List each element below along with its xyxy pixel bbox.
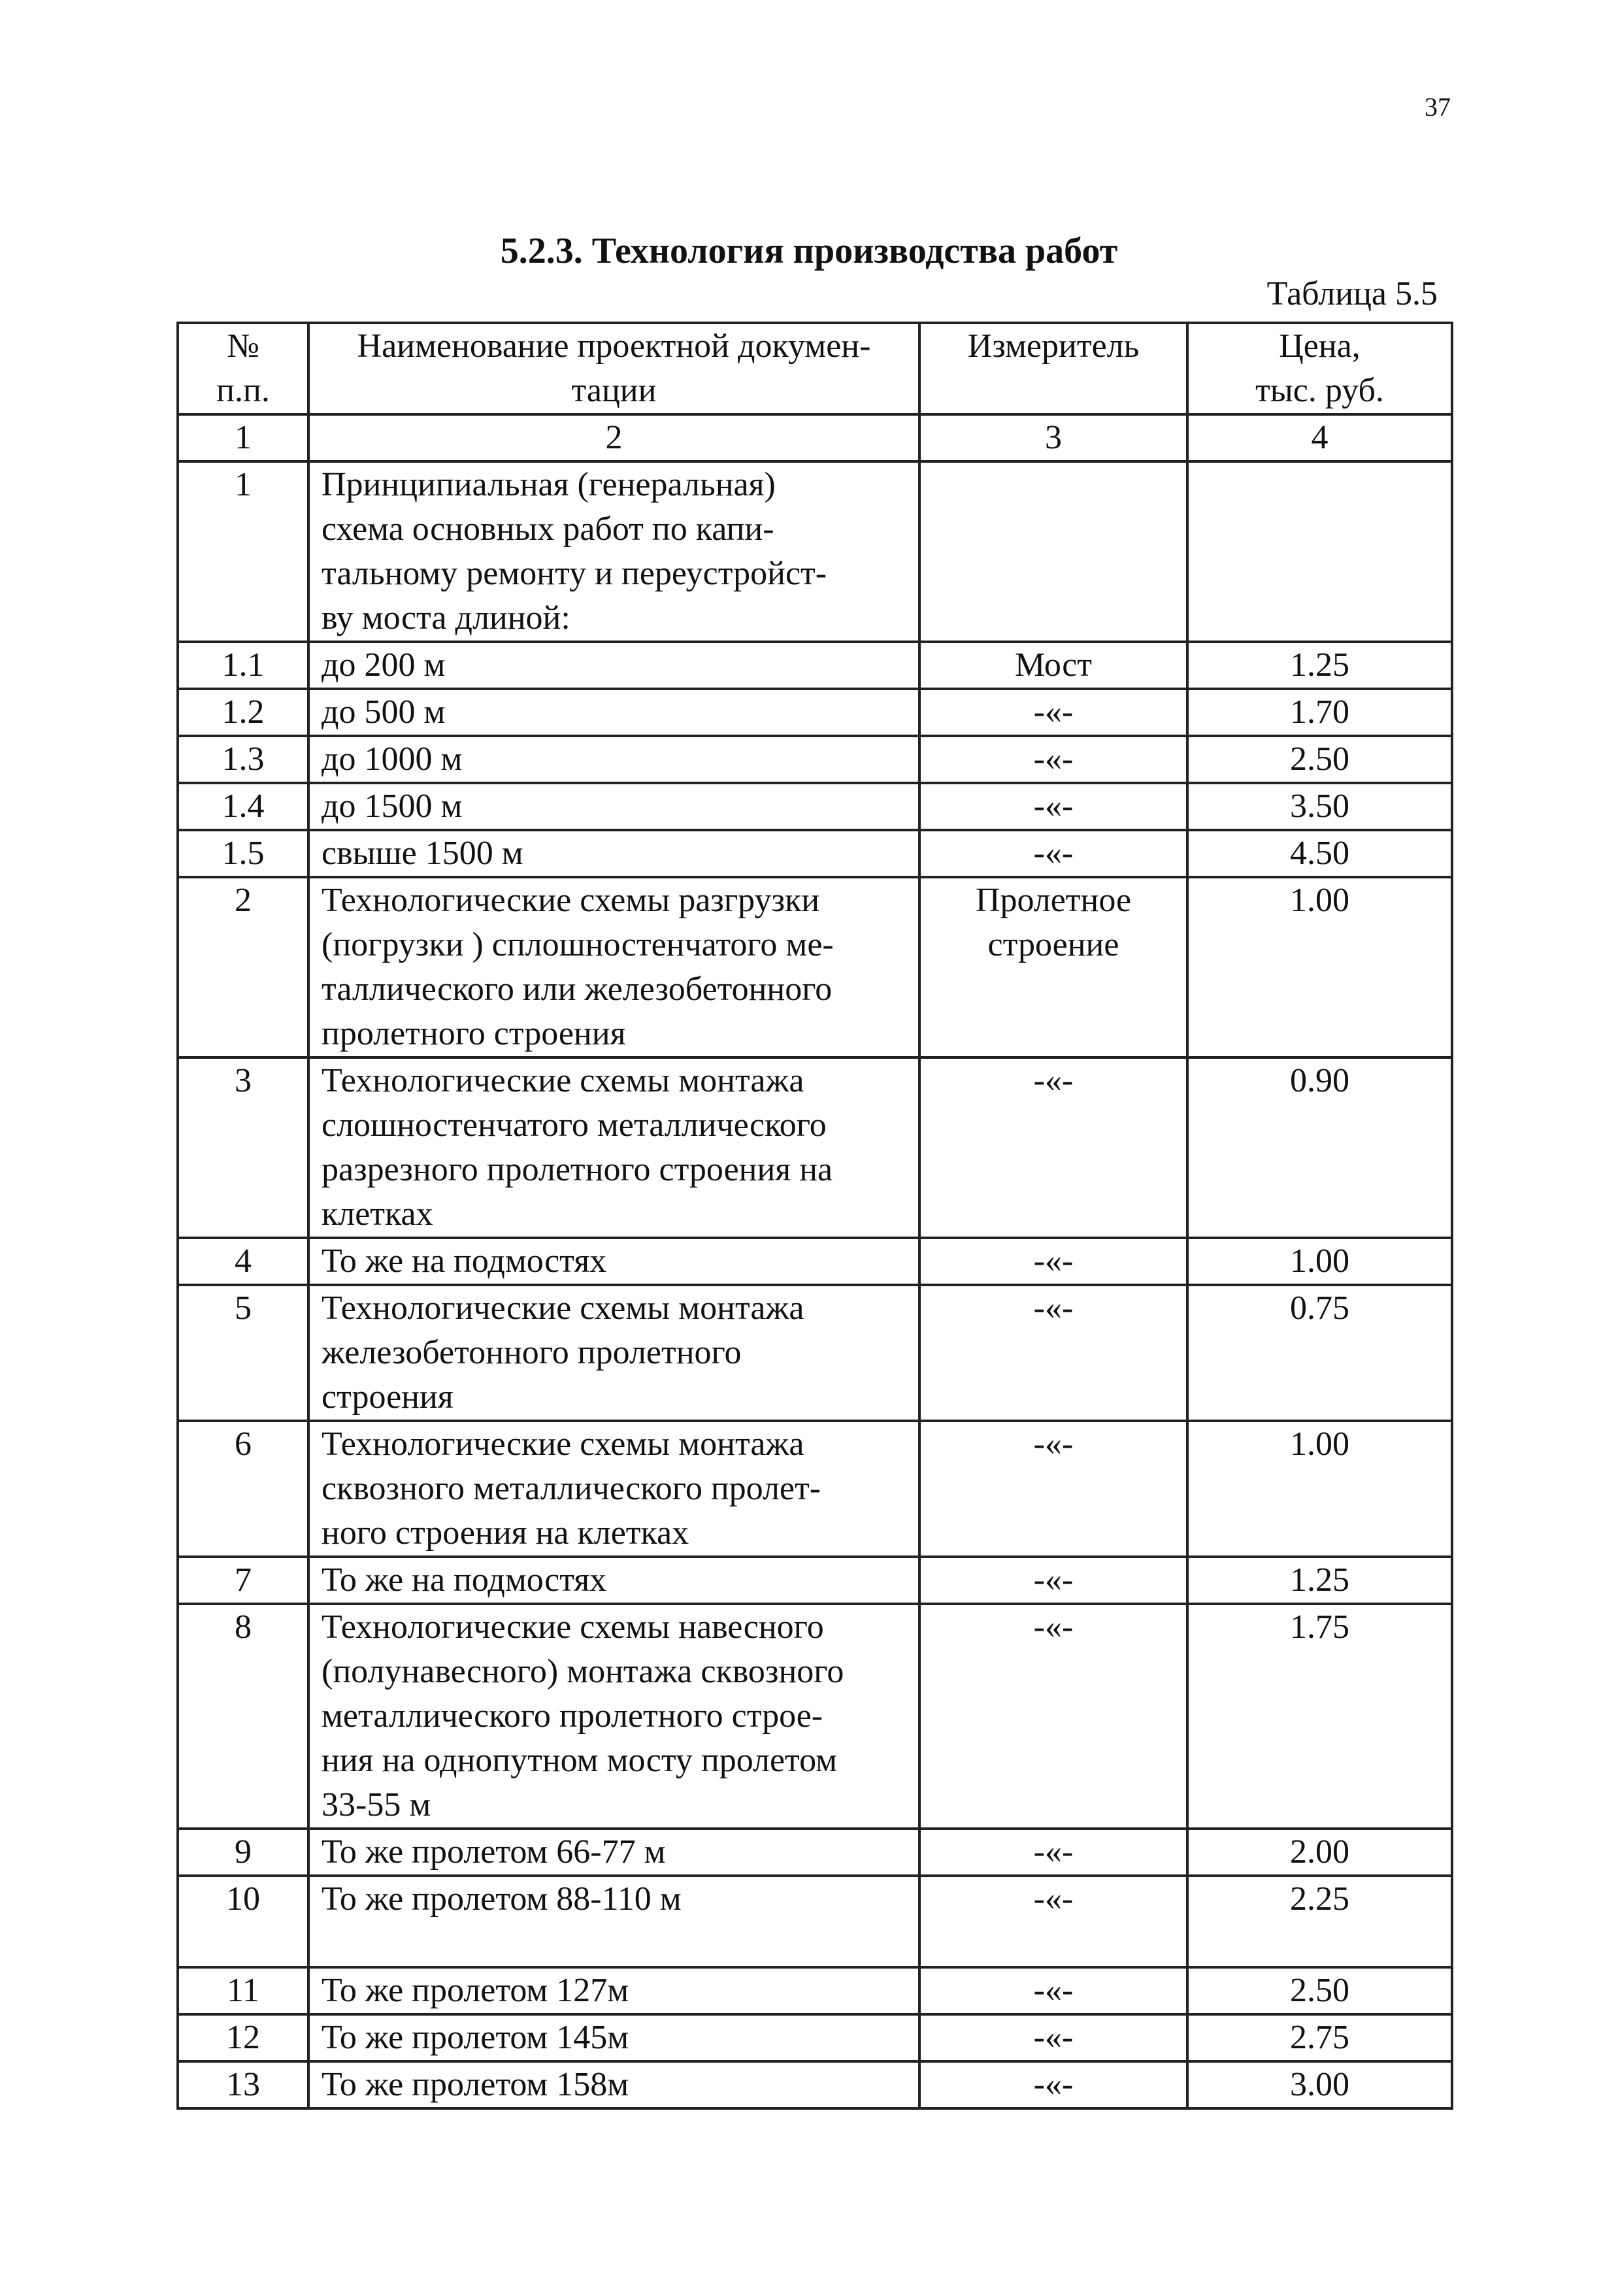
row-name-line: 33-55 м [322, 1786, 431, 1823]
row-name-line: до 500 м [322, 693, 446, 731]
table-row [178, 1238, 1452, 1285]
row-name-line: слошностенчатого металлического [322, 1106, 827, 1144]
row-num: 1.5 [222, 835, 265, 872]
row-name-line: Принципиальная (генеральная) [322, 466, 776, 503]
row-name-cell [308, 1829, 919, 1876]
row-unit-cell [919, 736, 1187, 783]
row-name-cell [308, 689, 919, 736]
row-num-cell [178, 1238, 308, 1285]
table-row [178, 877, 1452, 1057]
row-name-line: Технологические схемы разгрузки [322, 882, 820, 919]
row-name-line: (погрузки ) сплошностенчатого ме- [322, 926, 834, 963]
row-name-line: То же пролетом 88-110 м [322, 1880, 682, 1918]
row-name-line: (полунавесного) монтажа сквозного [322, 1653, 844, 1690]
row-num-cell [178, 642, 308, 689]
row-num-cell [178, 461, 308, 642]
row-num: 1.1 [222, 646, 265, 684]
row-num: 3 [235, 1062, 252, 1099]
row-name-line: сквозного металлического пролет- [322, 1470, 821, 1507]
row-price-cell [1187, 1557, 1452, 1604]
row-unit-cell [919, 1829, 1187, 1876]
row-name-line: железобетонного пролетного [322, 1334, 742, 1371]
row-name-cell [308, 736, 919, 783]
table-row [178, 1876, 1452, 1967]
row-num-cell [178, 1557, 308, 1604]
price-table [176, 322, 1453, 2110]
row-num-cell [178, 2061, 308, 2108]
row-name-line: разрезного пролетного строения на [322, 1151, 833, 1188]
row-unit-line: -«- [1033, 693, 1074, 731]
header-price-line: тыс. руб. [1255, 372, 1384, 409]
row-name-cell [308, 1421, 919, 1557]
row-spacer [322, 1922, 906, 1966]
row-name-cell [308, 1285, 919, 1421]
row-unit-cell [919, 1557, 1187, 1604]
row-name-cell [308, 1057, 919, 1238]
row-price-cell [1187, 461, 1452, 642]
row-num-cell [178, 689, 308, 736]
row-price: 2.50 [1290, 740, 1349, 778]
row-num-cell [178, 1876, 308, 1967]
row-name-cell [308, 830, 919, 877]
table-row [178, 1829, 1452, 1876]
row-num: 8 [235, 1608, 252, 1646]
row-name-line: То же пролетом 66-77 м [322, 1833, 666, 1871]
row-unit-line: -«- [1033, 835, 1074, 872]
row-name-line: Технологические схемы навесного [322, 1608, 824, 1646]
row-price: 2.25 [1290, 1880, 1349, 1918]
row-unit-line: строение [987, 926, 1119, 963]
row-num-cell [178, 736, 308, 783]
row-num-cell [178, 2014, 308, 2061]
row-name-cell [308, 461, 919, 642]
row-num: 7 [235, 1561, 252, 1599]
row-num: 12 [226, 2019, 260, 2056]
row-name-line: до 1000 м [322, 740, 463, 778]
header-price [1187, 323, 1452, 414]
row-name-cell [308, 1876, 919, 1967]
row-unit-cell [919, 877, 1187, 1057]
table-row [178, 2061, 1452, 2108]
table-row [178, 689, 1452, 736]
column-index-row [178, 414, 1452, 461]
row-num: 1 [235, 466, 252, 503]
table-row [178, 783, 1452, 830]
row-name-line: ния на однопутном мосту пролетом [322, 1742, 838, 1779]
row-name-line: пролетного строения [322, 1015, 626, 1052]
row-num: 2 [235, 882, 252, 919]
header-num [178, 323, 308, 414]
header-name-line: тации [571, 372, 657, 409]
row-num-cell [178, 1829, 308, 1876]
row-unit-cell [919, 1876, 1187, 1967]
row-num-cell [178, 1285, 308, 1421]
row-price-cell [1187, 1876, 1452, 1967]
row-name-cell [308, 877, 919, 1057]
row-unit-line: -«- [1033, 1608, 1074, 1646]
row-name-line: до 1500 м [322, 788, 463, 825]
row-price: 0.90 [1290, 1062, 1349, 1099]
row-price: 4.50 [1290, 835, 1349, 872]
row-price-cell [1187, 1829, 1452, 1876]
row-name-line: клетках [322, 1195, 433, 1233]
row-unit-line: -«- [1033, 1972, 1074, 2009]
row-unit-cell [919, 783, 1187, 830]
row-unit-line: -«- [1033, 1833, 1074, 1871]
row-price-cell [1187, 2014, 1452, 2061]
page-number: 37 [1425, 92, 1451, 122]
row-price: 2.00 [1290, 1833, 1349, 1871]
row-unit-line: -«- [1033, 2066, 1074, 2103]
row-num-cell [178, 1967, 308, 2014]
row-name-cell [308, 1604, 919, 1829]
row-num: 1.2 [222, 693, 265, 731]
row-name-line: таллического или железобетонного [322, 971, 833, 1008]
row-price: 1.70 [1290, 693, 1349, 731]
column-index-cell: 2 [308, 414, 919, 461]
row-num: 13 [226, 2066, 260, 2103]
row-unit-line: -«- [1033, 2019, 1074, 2056]
table-row [178, 1421, 1452, 1557]
row-price-cell [1187, 877, 1452, 1057]
row-unit-cell [919, 2061, 1187, 2108]
row-name-line: То же пролетом 145м [322, 2019, 629, 2056]
row-unit-line: Пролетное [975, 882, 1132, 919]
table-row [178, 736, 1452, 783]
row-price-cell [1187, 1967, 1452, 2014]
row-price: 1.75 [1290, 1608, 1349, 1646]
row-price-cell [1187, 830, 1452, 877]
row-price-cell [1187, 783, 1452, 830]
row-num: 5 [235, 1289, 252, 1327]
row-price: 1.00 [1290, 882, 1349, 919]
table-row [178, 1557, 1452, 1604]
row-price: 0.75 [1290, 1289, 1349, 1327]
row-price: 1.25 [1290, 646, 1349, 684]
row-price: 2.75 [1290, 2019, 1349, 2056]
table-header-row [178, 323, 1452, 414]
row-unit-cell [919, 689, 1187, 736]
table-row [178, 2014, 1452, 2061]
header-name [308, 323, 919, 414]
row-name-line: ву моста длиной: [322, 599, 570, 637]
row-unit-cell [919, 461, 1187, 642]
row-num-cell [178, 783, 308, 830]
table-row [178, 1967, 1452, 2014]
row-name-line: ного строения на клетках [322, 1514, 689, 1552]
row-unit-cell [919, 1967, 1187, 2014]
row-unit-line: -«- [1033, 1425, 1074, 1463]
row-unit-line: -«- [1033, 1062, 1074, 1099]
row-unit-line: -«- [1033, 1289, 1074, 1327]
row-num: 6 [235, 1425, 252, 1463]
header-unit [919, 323, 1187, 414]
row-name-line: металлического пролетного строе- [322, 1697, 823, 1735]
row-unit-cell [919, 830, 1187, 877]
header-num-line: № [227, 327, 259, 365]
row-price-cell [1187, 1238, 1452, 1285]
row-unit-line: -«- [1033, 1561, 1074, 1599]
column-index-cell: 1 [178, 414, 308, 461]
row-num: 10 [226, 1880, 260, 1918]
row-unit-line: -«- [1033, 740, 1074, 778]
header-num-line: п.п. [216, 372, 270, 409]
table-row [178, 642, 1452, 689]
row-price-cell [1187, 689, 1452, 736]
row-name-cell [308, 2061, 919, 2108]
row-name-line: Технологические схемы монтажа [322, 1062, 804, 1099]
row-unit-cell [919, 2014, 1187, 2061]
table-row [178, 830, 1452, 877]
row-name-cell [308, 2014, 919, 2061]
table-label: Таблица 5.5 [1266, 275, 1438, 312]
row-unit-line: -«- [1033, 788, 1074, 825]
table-row [178, 1604, 1452, 1829]
row-name-line: То же на подмостях [322, 1561, 607, 1599]
row-unit-line: -«- [1033, 1242, 1074, 1280]
row-name-cell [308, 1557, 919, 1604]
row-unit-cell [919, 1604, 1187, 1829]
row-name-line: до 200 м [322, 646, 446, 684]
row-unit-cell [919, 1421, 1187, 1557]
row-price-cell [1187, 736, 1452, 783]
row-price-cell [1187, 2061, 1452, 2108]
header-price-line: Цена, [1279, 327, 1361, 365]
row-num: 1.3 [222, 740, 265, 778]
row-num: 9 [235, 1833, 252, 1871]
row-price-cell [1187, 1421, 1452, 1557]
row-num-cell [178, 877, 308, 1057]
row-price: 2.50 [1290, 1972, 1349, 2009]
row-unit-line: -«- [1033, 1880, 1074, 1918]
row-name-line: Технологические схемы монтажа [322, 1425, 804, 1463]
row-price-cell [1187, 1604, 1452, 1829]
row-price: 3.50 [1290, 788, 1349, 825]
row-num-cell [178, 1421, 308, 1557]
row-name-cell [308, 783, 919, 830]
row-unit-cell [919, 1285, 1187, 1421]
row-price-cell [1187, 642, 1452, 689]
table-row [178, 1057, 1452, 1238]
table-row [178, 461, 1452, 642]
row-name-cell [308, 1238, 919, 1285]
row-price-cell [1187, 1285, 1452, 1421]
row-num-cell [178, 1057, 308, 1238]
row-num: 11 [226, 1972, 260, 2009]
row-price: 1.25 [1290, 1561, 1349, 1599]
row-name-line: То же пролетом 127м [322, 1972, 629, 2009]
row-price: 1.00 [1290, 1425, 1349, 1463]
row-price-cell [1187, 1057, 1452, 1238]
row-name-line: Технологические схемы монтажа [322, 1289, 804, 1327]
table-body [178, 323, 1452, 2108]
row-unit-line: Мост [1014, 646, 1093, 684]
row-price: 3.00 [1290, 2066, 1349, 2103]
row-num-cell [178, 830, 308, 877]
row-name-line: То же на подмостях [322, 1242, 607, 1280]
row-name-line: тальному ремонту и переустройст- [322, 555, 827, 592]
section-title: 5.2.3. Технология производства работ [500, 231, 1118, 271]
row-name-cell [308, 1967, 919, 2014]
row-unit-cell [919, 1057, 1187, 1238]
row-name-cell [308, 642, 919, 689]
row-price: 1.00 [1290, 1242, 1349, 1280]
row-name-line: свыше 1500 м [322, 835, 523, 872]
table-row [178, 1285, 1452, 1421]
row-num: 4 [235, 1242, 252, 1280]
row-unit-cell [919, 642, 1187, 689]
header-name-line: Наименование проектной докумен- [357, 327, 871, 365]
row-name-line: строения [322, 1378, 454, 1416]
row-name-line: То же пролетом 158м [322, 2066, 629, 2103]
header-unit-line: Измеритель [967, 327, 1140, 365]
row-num-cell [178, 1604, 308, 1829]
row-unit-cell [919, 1238, 1187, 1285]
row-name-line: схема основных работ по капи- [322, 510, 774, 548]
column-index-cell: 3 [919, 414, 1187, 461]
row-num: 1.4 [222, 788, 265, 825]
column-index-cell: 4 [1187, 414, 1452, 461]
